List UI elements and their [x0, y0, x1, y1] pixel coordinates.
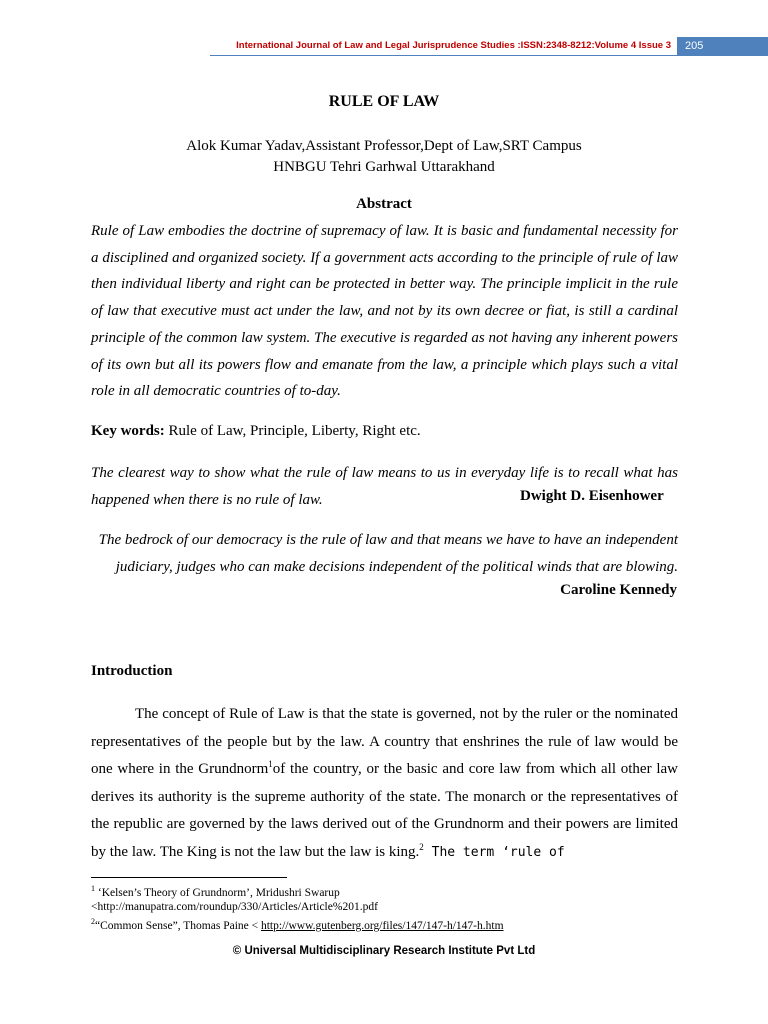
header-rule — [210, 55, 677, 56]
quote-eisenhower: The clearest way to show what the rule of law means to us in everyday life is to recall what has happened when there is no rule of law. — [91, 465, 678, 508]
quote-kennedy: The bedrock of our democracy is the rule of law and that means we have to have an independent judiciary, judges who can make decisions independent of the political winds that are blowing. — [98, 532, 678, 575]
keywords-text: Rule of Law, Principle, Liberty, Right etc. — [164, 423, 421, 439]
keywords — [91, 423, 421, 440]
footnote-separator — [91, 877, 287, 878]
footnote-1 — [91, 882, 504, 900]
abstract-text: Rule of Law embodies the doctrine of supremacy of law. It is basic and fundamental necessity for a disciplined and organized society. If a government acts according to the principle of rule of law then individual liberty and right can be protected in better way. The principle implicit in the rule of law that executive must act under the law, and not by its own decree or fiat, is still a cardinal principle of the common law system. The executive is regarded as not having any inherent powers of its own but all its powers flow and emanate from the law, a principle which plays such a vital role in all democratic countries of to-day. — [91, 223, 678, 400]
introduction-heading: Introduction — [91, 663, 173, 679]
quote-eisenhower-author: Dwight D. Eisenhower — [520, 488, 664, 504]
paper-title: RULE OF LAW — [328, 93, 440, 110]
footnote-2 — [91, 915, 504, 933]
footnotes — [91, 882, 504, 933]
footnote-2-number: 2 — [91, 916, 95, 926]
intro-text-part-2: of the country, or the basic and core law from which all other law derives its authority is the supreme authority of the state. The monarch or the representatives of the republic are governed by the laws derived out of the Grundnorm and their powers are limited by the law. The King is not the law but the law is king. — [91, 761, 678, 860]
footnote-1-url[interactable]: <http://manupatra.com/roundup/330/Articles/Article%201.pdf — [91, 901, 378, 914]
footnote-ref-1[interactable]: 1 — [268, 759, 273, 769]
footnote-1-number: 1 — [91, 884, 95, 893]
keywords-label: Key words: — [91, 423, 165, 439]
author-affiliation-line-1: Alok Kumar Yadav,Assistant Professor,Dept of Law,SRT Campus — [186, 138, 582, 154]
abstract-heading: Abstract — [356, 196, 412, 212]
publisher-footer: © Universal Multidisciplinary Research Institute Pvt Ltd — [232, 945, 536, 957]
footnote-ref-2[interactable]: 2 — [419, 841, 424, 852]
intro-text-part-1: The concept of Rule of Law is that the state is governed, not by the ruler or the nominated representatives of the people but by the law. A country that enshrines the rule of law would be one where in the Grundnorm — [91, 706, 678, 777]
footnote-2-text: “Common Sense”, Thomas Paine < — [95, 919, 261, 932]
page-number: 205 — [677, 37, 768, 56]
author-affiliation-line-2: HNBGU Tehri Garhwal Uttarakhand — [273, 159, 495, 175]
footnote-2-link[interactable]: http://www.gutenberg.org/files/147/147-h/147-h.htm — [260, 919, 504, 932]
intro-text-part-3: The term ‘rule of — [423, 844, 565, 860]
introduction-paragraph — [91, 701, 678, 866]
footnote-1-text: ‘Kelsen’s Theory of Grundnorm’, Mridushri Swarup — [95, 886, 340, 899]
journal-header: International Journal of Law and Legal Jurisprudence Studies :ISSN:2348-8212:Volume 4 Issue 3 — [236, 40, 671, 51]
quote-kennedy-author: Caroline Kennedy — [560, 582, 677, 598]
